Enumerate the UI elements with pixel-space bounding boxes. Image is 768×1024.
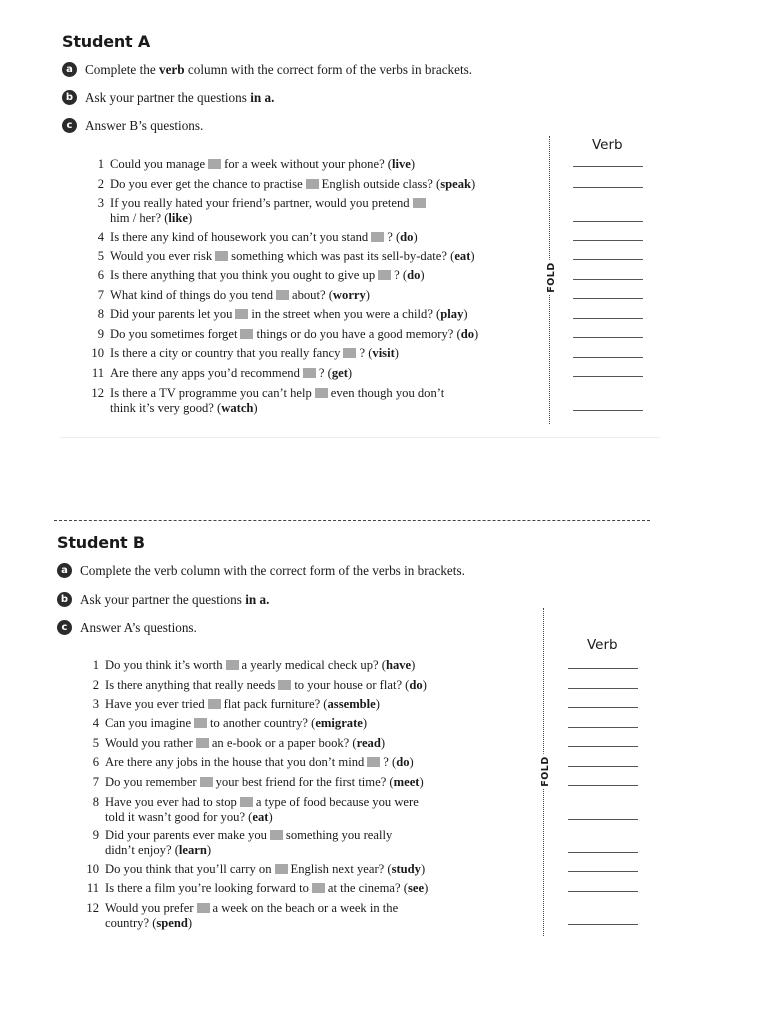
instruction-a (57, 563, 465, 579)
base-verb: eat (252, 810, 269, 824)
question-text: Did your parents let you (110, 307, 233, 321)
question-text: ) (253, 401, 258, 415)
question-12-continued (105, 916, 192, 930)
question-12 (91, 386, 445, 400)
question-number: 9 (92, 828, 99, 842)
gap-blank (303, 368, 316, 378)
instruction-text: column with the correct form of the verbs in brackets. (184, 62, 473, 77)
gap-blank (276, 290, 289, 300)
question-text: English outside class? ( (321, 177, 441, 191)
question-10 (86, 862, 426, 876)
gap-blank (200, 777, 213, 787)
answer-line-3[interactable] (568, 707, 638, 708)
gap-blank (315, 388, 328, 398)
question-text: to your house or flat? ( (294, 678, 410, 692)
gap-blank (226, 660, 239, 670)
question-text: ) (410, 157, 416, 171)
question-text: about? ( (292, 288, 333, 302)
answer-line-7[interactable] (573, 298, 643, 299)
gap-blank (196, 738, 209, 748)
base-verb: do (400, 230, 414, 244)
answer-line-11[interactable] (573, 376, 643, 377)
fold-label: FOLD (539, 756, 551, 787)
question-text: ) (394, 346, 399, 360)
question-text: ) (422, 678, 427, 692)
answer-line-10[interactable] (568, 871, 638, 872)
base-verb: live (392, 157, 411, 171)
question-1 (97, 157, 416, 171)
question-text: ) (411, 658, 416, 672)
question-text: a week on the beach or a week in the (212, 901, 399, 915)
question-number: 3 (92, 697, 99, 711)
question-10 (91, 346, 399, 360)
question-2 (97, 177, 476, 191)
question-9 (92, 828, 393, 842)
question-12-continued (110, 401, 258, 415)
answer-line-7[interactable] (568, 785, 638, 786)
base-verb: do (460, 327, 475, 341)
step-badge: c (57, 620, 72, 635)
answer-line-6[interactable] (573, 279, 643, 280)
question-number: 8 (92, 795, 99, 809)
gap-blank (371, 232, 384, 242)
answer-line-3[interactable] (573, 221, 643, 222)
gap-blank (378, 270, 391, 280)
question-text: Have you ever tried (105, 697, 205, 711)
question-1 (92, 658, 416, 672)
instruction-c (57, 620, 197, 636)
question-text: Would you rather (105, 736, 193, 750)
question-text: Is there any kind of housework you can’t you stand (110, 230, 369, 244)
question-3-continued (110, 211, 192, 225)
instruction-c (62, 118, 203, 134)
base-verb: do (407, 268, 421, 282)
question-text: Is there anything that you think you ought to give up (110, 268, 376, 282)
answer-line-1[interactable] (568, 668, 638, 669)
instruction-bold: in a. (250, 90, 275, 105)
question-text: a type of food because you were (255, 795, 419, 809)
question-text: ) (409, 755, 414, 769)
question-text: ) (362, 716, 368, 730)
instruction-a (62, 62, 472, 78)
gap-blank (270, 830, 283, 840)
answer-line-2[interactable] (573, 187, 643, 188)
question-text: ) (380, 736, 386, 750)
instruction-bold: verb (158, 62, 185, 77)
question-text: ? ( (383, 755, 397, 769)
step-badge: c (62, 118, 77, 133)
base-verb: learn (178, 843, 207, 857)
question-text: ) (424, 881, 429, 895)
answer-line-6[interactable] (568, 766, 638, 767)
section-title: Student B (57, 533, 145, 552)
gap-blank (208, 159, 221, 169)
question-text: for a week without your phone? ( (224, 157, 393, 171)
answer-line-4[interactable] (568, 727, 638, 728)
base-verb: study (391, 862, 421, 876)
question-7 (92, 775, 424, 789)
step-badge: b (62, 90, 77, 105)
question-text: ) (474, 327, 479, 341)
question-text: Is there a city or country that you really fancy (110, 346, 341, 360)
answer-line-4[interactable] (573, 240, 643, 241)
gap-blank (278, 680, 291, 690)
question-5 (92, 736, 386, 750)
question-5 (97, 249, 475, 263)
question-number: 2 (97, 177, 104, 191)
question-6 (92, 755, 414, 769)
question-text: Do you remember (105, 775, 197, 789)
question-text: in the street when you were a child? ( (251, 307, 441, 321)
question-number: 10 (86, 862, 99, 876)
base-verb: read (356, 736, 381, 750)
question-text: Could you manage (110, 157, 206, 171)
question-text: What kind of things do you tend (110, 288, 273, 302)
question-text: ) (187, 916, 193, 930)
question-text: ) (463, 307, 468, 321)
base-verb: like (168, 211, 188, 225)
question-text: didn’t enjoy? ( (105, 843, 179, 857)
section-title: Student A (62, 32, 151, 51)
question-number: 2 (92, 678, 99, 692)
fold-label: FOLD (545, 262, 557, 293)
cut-line (54, 520, 650, 521)
base-verb: speak (440, 177, 472, 191)
answer-line-2[interactable] (568, 688, 638, 689)
question-text: Can you imagine (105, 716, 192, 730)
question-7 (97, 288, 370, 302)
step-badge: b (57, 592, 72, 607)
question-number: 4 (92, 716, 99, 730)
question-11 (91, 366, 353, 380)
base-verb: worry (332, 288, 366, 302)
question-number: 11 (91, 366, 104, 380)
question-number: 5 (92, 736, 99, 750)
question-text: him / her? ( (110, 211, 169, 225)
question-4 (92, 716, 368, 730)
question-text: even though you don’t (330, 386, 445, 400)
answer-line-8[interactable] (573, 318, 643, 319)
question-2 (92, 678, 427, 692)
question-text: ? ( (359, 346, 373, 360)
base-verb: visit (372, 346, 395, 360)
question-number: 12 (86, 901, 99, 915)
question-text: Is there anything that really needs (105, 678, 276, 692)
gap-blank (240, 329, 253, 339)
gap-blank (240, 797, 253, 807)
base-verb: spend (156, 916, 188, 930)
step-badge: a (57, 563, 72, 578)
question-text: ) (420, 862, 426, 876)
answer-line-9[interactable] (568, 852, 638, 853)
question-text: Are there any jobs in the house that you don’t mind (105, 755, 365, 769)
question-text: ? ( (394, 268, 408, 282)
question-text: ) (375, 697, 380, 711)
verb-column-header: Verb (587, 637, 618, 653)
instruction-text: Answer A’s questions. (80, 620, 197, 635)
question-text: Did your parents ever make you (105, 828, 267, 842)
question-text: Have you ever had to stop (105, 795, 237, 809)
gap-blank (367, 757, 380, 767)
base-verb: have (385, 658, 412, 672)
question-text: think it’s very good? ( (110, 401, 222, 415)
gap-blank (194, 718, 207, 728)
answer-line-12[interactable] (568, 924, 638, 925)
question-3 (97, 196, 429, 210)
question-text: your best friend for the first time? ( (215, 775, 394, 789)
question-number: 4 (97, 230, 104, 244)
instruction-text: Ask your partner the questions (80, 592, 246, 607)
question-text: Would you ever risk (110, 249, 213, 263)
base-verb: get (331, 366, 348, 380)
base-verb: assemble (327, 697, 376, 711)
question-text: Do you think it’s worth (105, 658, 223, 672)
question-text: ) (471, 177, 476, 191)
question-text: something which was past its sell-by-date? ( (231, 249, 455, 263)
instruction-bold: in a. (245, 592, 270, 607)
question-text: ) (413, 230, 418, 244)
question-number: 8 (97, 307, 104, 321)
base-verb: do (409, 678, 423, 692)
question-text: Would you prefer (105, 901, 194, 915)
question-number: 7 (92, 775, 99, 789)
question-4 (97, 230, 418, 244)
question-text: ) (188, 211, 193, 225)
question-number: 7 (97, 288, 104, 302)
section-divider (60, 437, 660, 438)
question-text: something you really (285, 828, 393, 842)
question-number: 6 (92, 755, 99, 769)
answer-line-12[interactable] (573, 410, 643, 411)
question-11 (86, 881, 429, 895)
base-verb: meet (393, 775, 420, 789)
base-verb: watch (221, 401, 254, 415)
question-text: ) (206, 843, 212, 857)
question-6 (97, 268, 425, 282)
question-text: to another country? ( (210, 716, 316, 730)
question-text: things or do you have a good memory? ( (256, 327, 461, 341)
question-number: 3 (97, 196, 104, 210)
gap-blank (413, 198, 426, 208)
instruction-b (62, 90, 274, 106)
question-text: ) (365, 288, 370, 302)
question-3 (92, 697, 380, 711)
base-verb: emigrate (315, 716, 363, 730)
answer-line-8[interactable] (568, 819, 638, 820)
question-text: an e-book or a paper book? ( (211, 736, 357, 750)
question-number: 11 (86, 881, 99, 895)
instruction-text: Complete the verb column with the correct form of the verbs in brackets. (80, 563, 465, 578)
instruction-text: Answer B’s questions. (85, 118, 204, 133)
question-text: at the cinema? ( (327, 881, 408, 895)
question-number: 9 (97, 327, 104, 341)
question-number: 1 (92, 658, 99, 672)
answer-line-1[interactable] (573, 166, 643, 167)
base-verb: play (440, 307, 464, 321)
question-9 (97, 327, 479, 341)
question-8 (92, 795, 419, 809)
step-badge: a (62, 62, 77, 77)
gap-blank (312, 883, 325, 893)
gap-blank (275, 864, 288, 874)
base-verb: see (407, 881, 425, 895)
question-text: ? ( (318, 366, 332, 380)
question-text: told it wasn’t good for you? ( (105, 810, 253, 824)
question-number: 12 (91, 386, 104, 400)
question-text: Are there any apps you’d recommend (110, 366, 300, 380)
question-text: ? ( (387, 230, 401, 244)
question-text: country? ( (105, 916, 157, 930)
answer-line-5[interactable] (568, 746, 638, 747)
gap-blank (306, 179, 319, 189)
answer-line-5[interactable] (573, 259, 643, 260)
question-text: flat pack furniture? ( (223, 697, 328, 711)
question-text: ) (470, 249, 475, 263)
question-text: Is there a TV programme you can’t help (110, 386, 312, 400)
question-number: 5 (97, 249, 104, 263)
question-9-continued (105, 843, 211, 857)
question-text: Do you ever get the chance to practise (110, 177, 303, 191)
question-text: If you really hated your friend’s partner, would you pretend (110, 196, 410, 210)
question-text: ) (419, 775, 424, 789)
question-text: Do you sometimes forget (110, 327, 238, 341)
gap-blank (343, 348, 356, 358)
question-text: ) (420, 268, 425, 282)
question-8 (97, 307, 468, 321)
gap-blank (208, 699, 221, 709)
base-verb: eat (454, 249, 471, 263)
question-text: Do you think that you’ll carry on (105, 862, 272, 876)
question-number: 10 (91, 346, 104, 360)
answer-line-11[interactable] (568, 891, 638, 892)
gap-blank (197, 903, 210, 913)
gap-blank (215, 251, 228, 261)
question-text: English next year? ( (290, 862, 392, 876)
question-number: 1 (97, 157, 104, 171)
question-12 (86, 901, 399, 915)
question-8-continued (105, 810, 273, 824)
question-text: Is there a film you’re looking forward to (105, 881, 309, 895)
base-verb: do (396, 755, 410, 769)
instruction-text: Ask your partner the questions (85, 90, 251, 105)
question-text: ) (268, 810, 273, 824)
answer-line-10[interactable] (573, 357, 643, 358)
instruction-text: Complete the (85, 62, 159, 77)
question-text: a yearly medical check up? ( (241, 658, 386, 672)
gap-blank (235, 309, 248, 319)
instruction-b (57, 592, 269, 608)
question-text: ) (347, 366, 353, 380)
verb-column-header: Verb (592, 137, 623, 153)
answer-line-9[interactable] (573, 337, 643, 338)
question-number: 6 (97, 268, 104, 282)
